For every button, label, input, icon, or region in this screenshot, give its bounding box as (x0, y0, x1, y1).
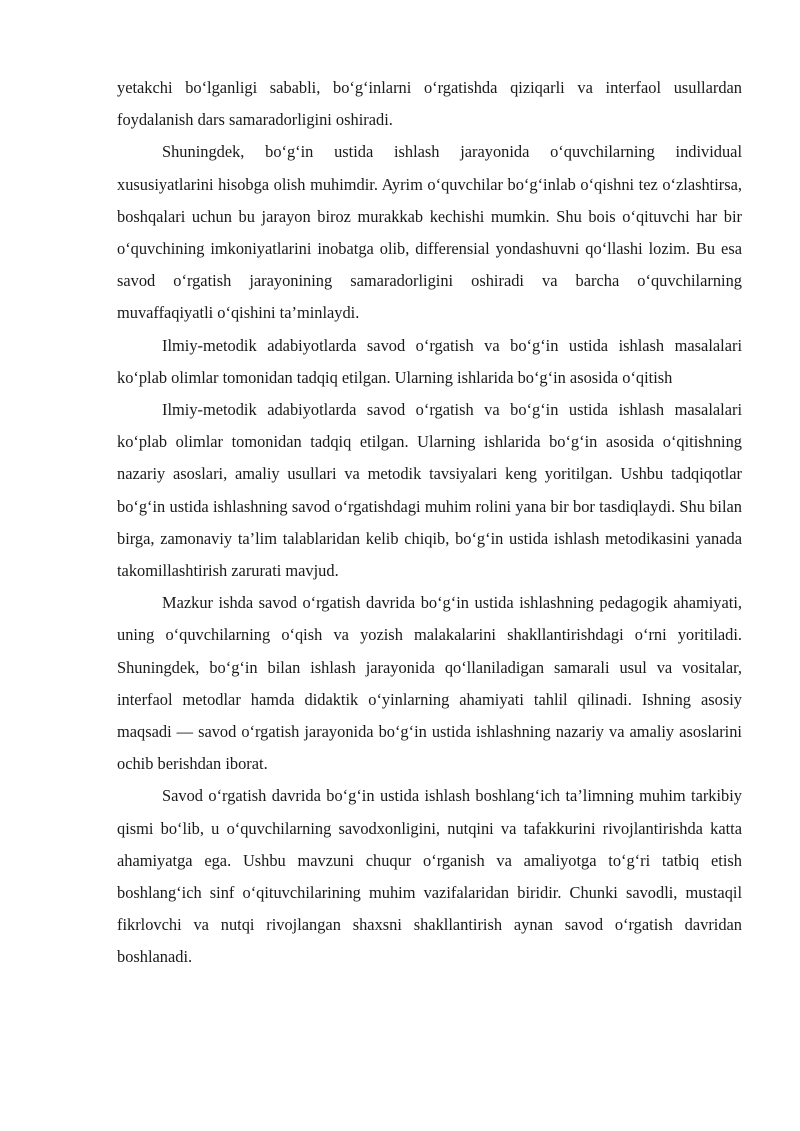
paragraph-literature-review: Ilmiy-metodik adabiyotlarda savod o‘rgatish va bo‘g‘in ustida ishlash masalalari ko‘plab olimlar tomonidan tadqiq etilgan. Ularning ishlarida bo‘g‘in asosida o‘qitishning nazariy asoslari, amaliy usullari va metodik tavsiyalari keng yoritilgan. Ushbu tadqiqotlar bo‘g‘in ustida ishlashning savod o‘rgatishdagi muhim rolini yana bir bor tasdiqlaydi. Shu bilan birga, zamonaviy ta’lim talablaridan kelib chiqib, bo‘g‘in ustida ishlash metodikasini yanada takomillashtirish zarurati mavjud. (117, 400, 742, 581)
document-page (117, 72, 742, 974)
paragraph-continuation: yetakchi bo‘lganligi sababli, bo‘g‘inlarni o‘rgatishda qiziqarli va interfaol usullardan foydalanish dars samaradorligini oshiradi. (117, 78, 742, 130)
paragraph-individual-features: Shuningdek, bo‘g‘in ustida ishlash jarayonida o‘quvchilarning individual xususiyatlarini hisobga olish muhimdir. Ayrim o‘quvchilar bo‘g‘inlab o‘qishni tez o‘zlashtirsa, boshqalari uchun bu jarayon biroz murakkab kechishi mumkin. Shu bois o‘qituvchi har bir o‘quvchining imkoniyatlarini inobatga olib, differensial yondashuvni qo‘llashi lozim. Bu esa savod o‘rgatish jarayonining samaradorligini oshiradi va barcha o‘quvchilarning muvaffaqiyatli o‘qishini ta’minlaydi. (117, 142, 742, 323)
paragraph-literature-fragment: Ilmiy-metodik adabiyotlarda savod o‘rgatish va bo‘g‘in ustida ishlash masalalari ko‘plab olimlar tomonidan tadqiq etilgan. Ularning ishlarida bo‘g‘in asosida o‘qitish (117, 335, 742, 387)
paragraph-work-aim: Mazkur ishda savod o‘rgatish davrida bo‘g‘in ustida ishlashning pedagogik ahamiyati, uning o‘quvchilarning o‘qish va yozish malakalarini shakllantirishdagi o‘rni yoritiladi. Shuningdek, bo‘g‘in bilan ishlash jarayonida qo‘llaniladigan samarali usul va vositalar, interfaol metodlar hamda didaktik o‘yinlarning ahamiyati tahlil qilinadi. Ishning asosiy maqsadi — savod o‘rgatish jarayonida bo‘g‘in ustida ishlashning nazariy va amaliy asoslarini ochib berishdan iborat. (117, 593, 742, 774)
paragraph-conclusion: Savod o‘rgatish davrida bo‘g‘in ustida ishlash boshlang‘ich ta’limning muhim tarkibiy qismi bo‘lib, u o‘quvchilarning savodxonligini, nutqini va tafakkurini rivojlantirishda katta ahamiyatga ega. Ushbu mavzuni chuqur o‘rganish va amaliyotga to‘g‘ri tatbiq etish boshlang‘ich sinf o‘qituvchilarining muhim vazifalaridan biridir. Chunki savodli, mustaqil fikrlovchi va nutqi rivojlangan shaxsni shakllantirish aynan savod o‘rgatish davridan boshlanadi. (117, 786, 742, 967)
